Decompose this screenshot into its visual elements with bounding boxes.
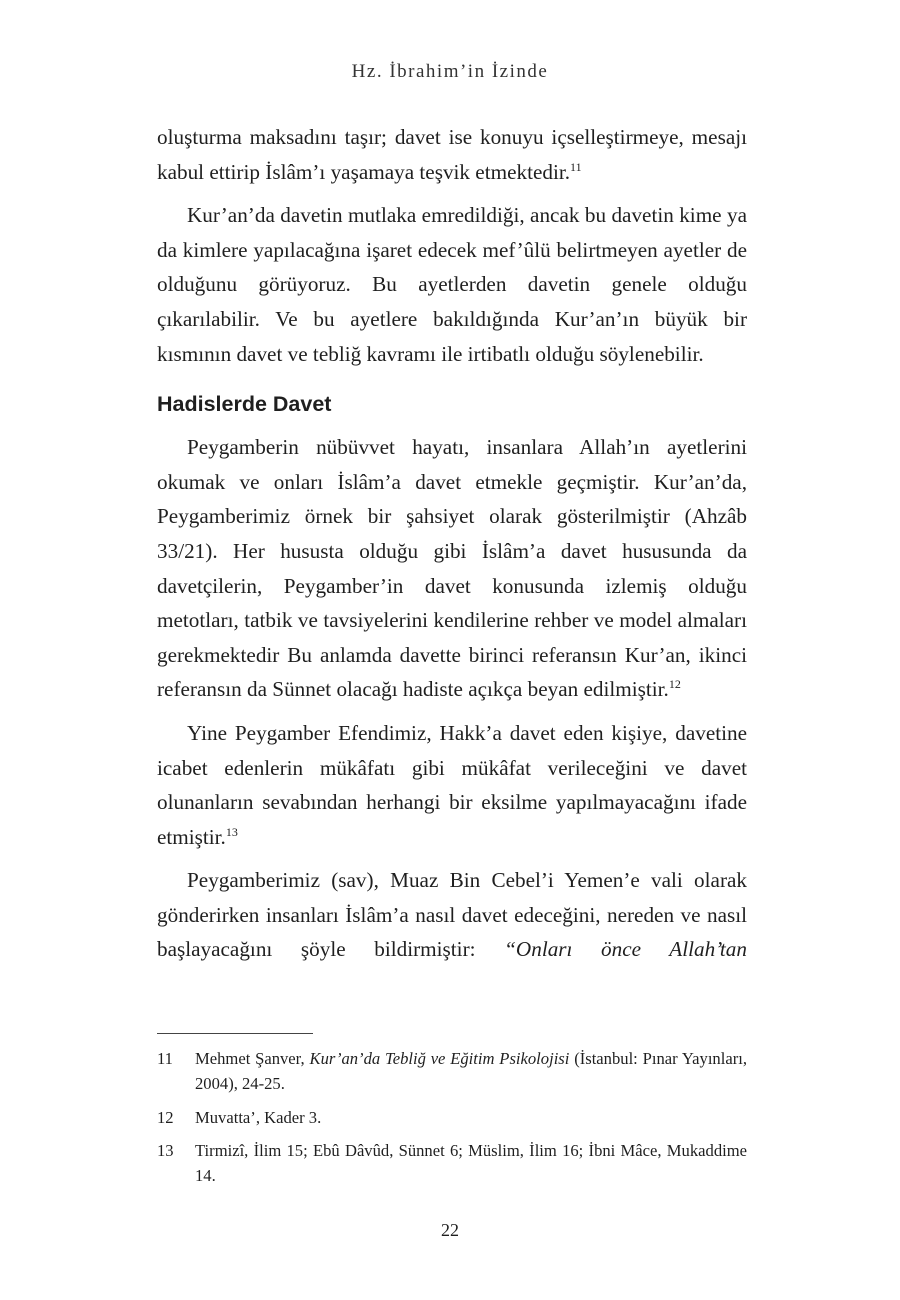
footnote-ref: 11 bbox=[570, 159, 582, 174]
footnote-ref: 13 bbox=[225, 824, 238, 839]
paragraph-text: Peygamberin nübüvvet hayatı, insanlara Allah’ın ayetlerini okumak ve onları İslâm’a davet etmekle geçmiştir. Kur’an’da, Peygamberimiz örnek bir şahsiyet olarak gösterilmiştir (Ahzâb 33/21). Her hususta olduğu gibi İslâm’a davet hususunda da davetçilerin, Peygamber’in davet konusunda izlemiş olduğu metotları, tatbik ve tavsiyelerini kendilerine rehber ve model almaları gerekmektedir Bu anlamda davette birinci referansın Kur’an, ikinci referansın da Sünnet olacağı hadiste açıkça beyan edilmiştir. bbox=[157, 435, 747, 702]
footnote-number: 12 bbox=[157, 1107, 174, 1127]
quote-fragment: “Onları önce Allah’tan bbox=[504, 937, 747, 962]
footnote-rest: (İstanbul: Pınar Yayınları, 2004), 24-25. bbox=[195, 1049, 747, 1093]
footnote bbox=[157, 1139, 747, 1189]
page-number: 22 bbox=[441, 1220, 459, 1240]
footnote-text bbox=[195, 1047, 747, 1097]
paragraph bbox=[157, 198, 747, 371]
footnote-ref: 12 bbox=[668, 677, 681, 692]
paragraph-text: Kur’an’da davetin mutlaka emredildiği, ancak bu davetin kime ya da kimlere yapılacağına işaret edecek mef’ûlü belirtmeyen ayetler de olduğunu görüyoruz. Bu ayetlerden davetin genele olduğu çıkarılabilir. Ve bu ayetlere bakıldığında Kur’an’ın büyük bir kısmının davet ve tebliğ kavramı ile irtibatlı olduğu söylenebilir. bbox=[157, 203, 747, 366]
running-head: Hz. İbrahim’in İzinde bbox=[351, 61, 549, 82]
footnote-number: 13 bbox=[157, 1141, 174, 1161]
paragraph bbox=[157, 430, 747, 707]
footnote-title: Kur’an’da Tebliğ ve Eğitim Psikolojisi bbox=[309, 1049, 570, 1068]
footnotes bbox=[157, 1047, 747, 1198]
paragraph-text: Yine Peygamber Efendimiz, Hakk’a davet eden kişiye, davetine icabet edenlerin mükâfatı gibi mükâfat verileceğini ve davet olunanların sevabından herhangi bir eksilme yapılmayacağını ifade etmiştir. bbox=[157, 720, 747, 849]
footnote-number: 11 bbox=[157, 1049, 173, 1068]
section-heading: Hadislerde Davet bbox=[157, 392, 332, 417]
footnote-divider bbox=[157, 1033, 313, 1034]
footnote-text: Muvatta’, Kader 3. bbox=[195, 1107, 322, 1127]
footnote bbox=[157, 1106, 747, 1131]
footnote-text: Tirmizî, İlim 15; Ebû Dâvûd, Sünnet 6; Müslim, İlim 16; İbni Mâce, Mukaddime 14. bbox=[195, 1141, 747, 1186]
paragraph-text: oluşturma maksadını taşır; davet ise konuyu içselleştirmeye, mesajı kabul ettirip İslâm’ı yaşamaya teşvik etmektedir. bbox=[157, 125, 747, 184]
footnote bbox=[157, 1047, 747, 1097]
paragraph-text: Peygamberimiz (sav), Muaz Bin Cebel’i Yemen’e vali olarak gönderirken insanları İslâm’a nasıl davet edeceğini, nereden ve nasıl başlayacağını şöyle bildirmiştir: bbox=[157, 868, 747, 962]
main-text bbox=[157, 120, 747, 967]
paragraph bbox=[157, 863, 747, 967]
footnote-author: Mehmet Şanver, bbox=[195, 1049, 310, 1068]
paragraph bbox=[157, 120, 747, 189]
paragraph bbox=[157, 716, 747, 854]
